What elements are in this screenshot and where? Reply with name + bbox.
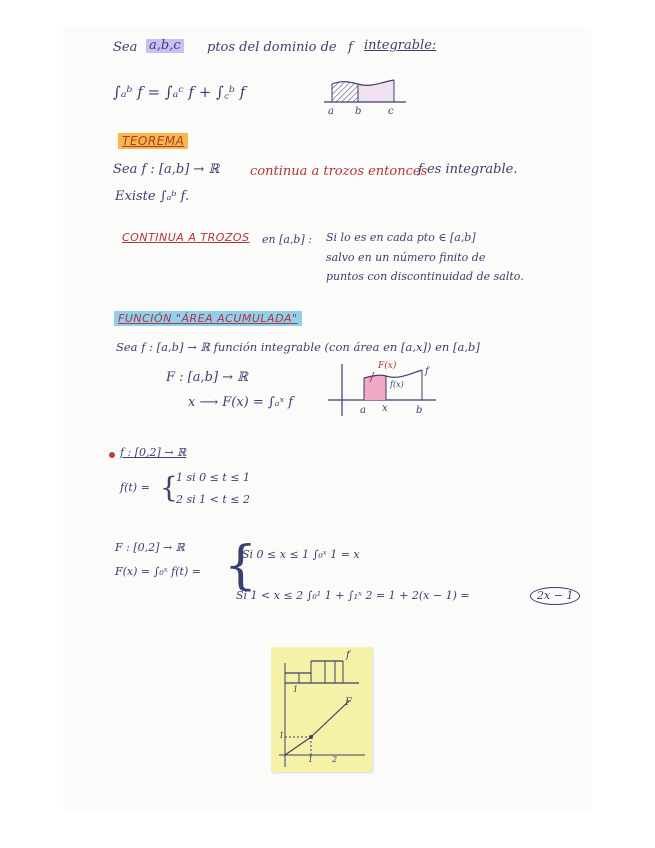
- continua-line2: salvo en un número finito de: [326, 251, 486, 264]
- teorema-line1-b: continua a trozos entonces: [250, 164, 428, 179]
- axis-label-b: b: [355, 106, 362, 117]
- sticky-label-f: f: [346, 650, 350, 661]
- sticky-label-F: F: [345, 697, 352, 708]
- graph-label-fx: f(x): [390, 380, 404, 389]
- continua-line1: Si lo es en cada pto ∈ [a,b]: [326, 231, 476, 244]
- brace-F: {: [224, 536, 258, 596]
- axis-label-c: c: [388, 106, 394, 117]
- intro-rest: ptos del dominio de: [207, 40, 337, 55]
- example-case1: 1 si 0 ≤ t ≤ 1: [176, 471, 250, 484]
- axis-label-a: a: [328, 106, 334, 117]
- example-head: f : [0,2] → ℝ: [120, 446, 187, 459]
- sticky-label-y2: 1: [293, 685, 299, 694]
- funcion-area-def1: F : [a,b] → ℝ: [166, 370, 248, 385]
- example-case2: 2 si 1 < t ≤ 2: [176, 493, 250, 506]
- funcion-area-def2: x ⟶ F(x) = ∫ₐˣ f: [188, 395, 294, 410]
- bullet-dot: [109, 452, 115, 458]
- graph-label-f: f: [425, 366, 429, 377]
- funcion-area-intro: Sea f : [a,b] → ℝ función integrable (con área en [a,x]) en [a,b]: [116, 340, 480, 354]
- sticky-label-y1: 1: [279, 731, 285, 740]
- continua-line3: puntos con discontinuidad de salto.: [326, 270, 524, 283]
- sticky-label-two: 2: [332, 755, 338, 764]
- intro-f: f: [348, 40, 353, 55]
- teorema-line1-c: f es integrable.: [418, 162, 518, 177]
- continua-en: en [a,b] :: [262, 233, 312, 246]
- continua-heading: CONTINUA A TROZOS: [122, 231, 250, 244]
- example-F-case2: Si 1 < x ≤ 2 ∫₀¹ 1 + ∫₁ˣ 2 = 1 + 2(x − 1) =: [236, 589, 470, 602]
- graph-label-x: x: [382, 403, 388, 414]
- teorema-line1-a: Sea f : [a,b] → ℝ: [113, 162, 220, 177]
- brace-fx: {: [160, 471, 178, 504]
- teorema-heading: TEOREMA: [118, 133, 188, 149]
- example-F-result: 2x − 1: [530, 587, 580, 605]
- graph-label-b: b: [416, 405, 423, 416]
- example-F-case1: Si 0 ≤ x ≤ 1 ∫₀ˣ 1 = x: [242, 548, 360, 561]
- intro-integrable: integrable:: [364, 38, 437, 53]
- example-fx-lhs: f(t) =: [120, 481, 150, 494]
- example-F-lhs: F(x) = ∫₀ˣ f(t) =: [115, 565, 201, 578]
- additivity-formula: ∫ₐᵇ f = ∫ₐᶜ f + ∫꜀ᵇ f: [113, 83, 246, 101]
- graph-label-Fx: F(x): [378, 361, 397, 371]
- teorema-line2: Existe ∫ₐᵇ f.: [115, 189, 190, 204]
- funcion-area-heading: FUNCIÓN "ÁREA ACUMULADA": [114, 311, 302, 326]
- example-F-head: F : [0,2] → ℝ: [115, 541, 185, 554]
- intro-points: a,b,c: [146, 39, 184, 53]
- intro-sea: Sea: [113, 40, 138, 55]
- graph-label-a: a: [360, 405, 366, 416]
- sticky-label-one: 1: [308, 755, 314, 764]
- sticky-graph: [271, 647, 372, 772]
